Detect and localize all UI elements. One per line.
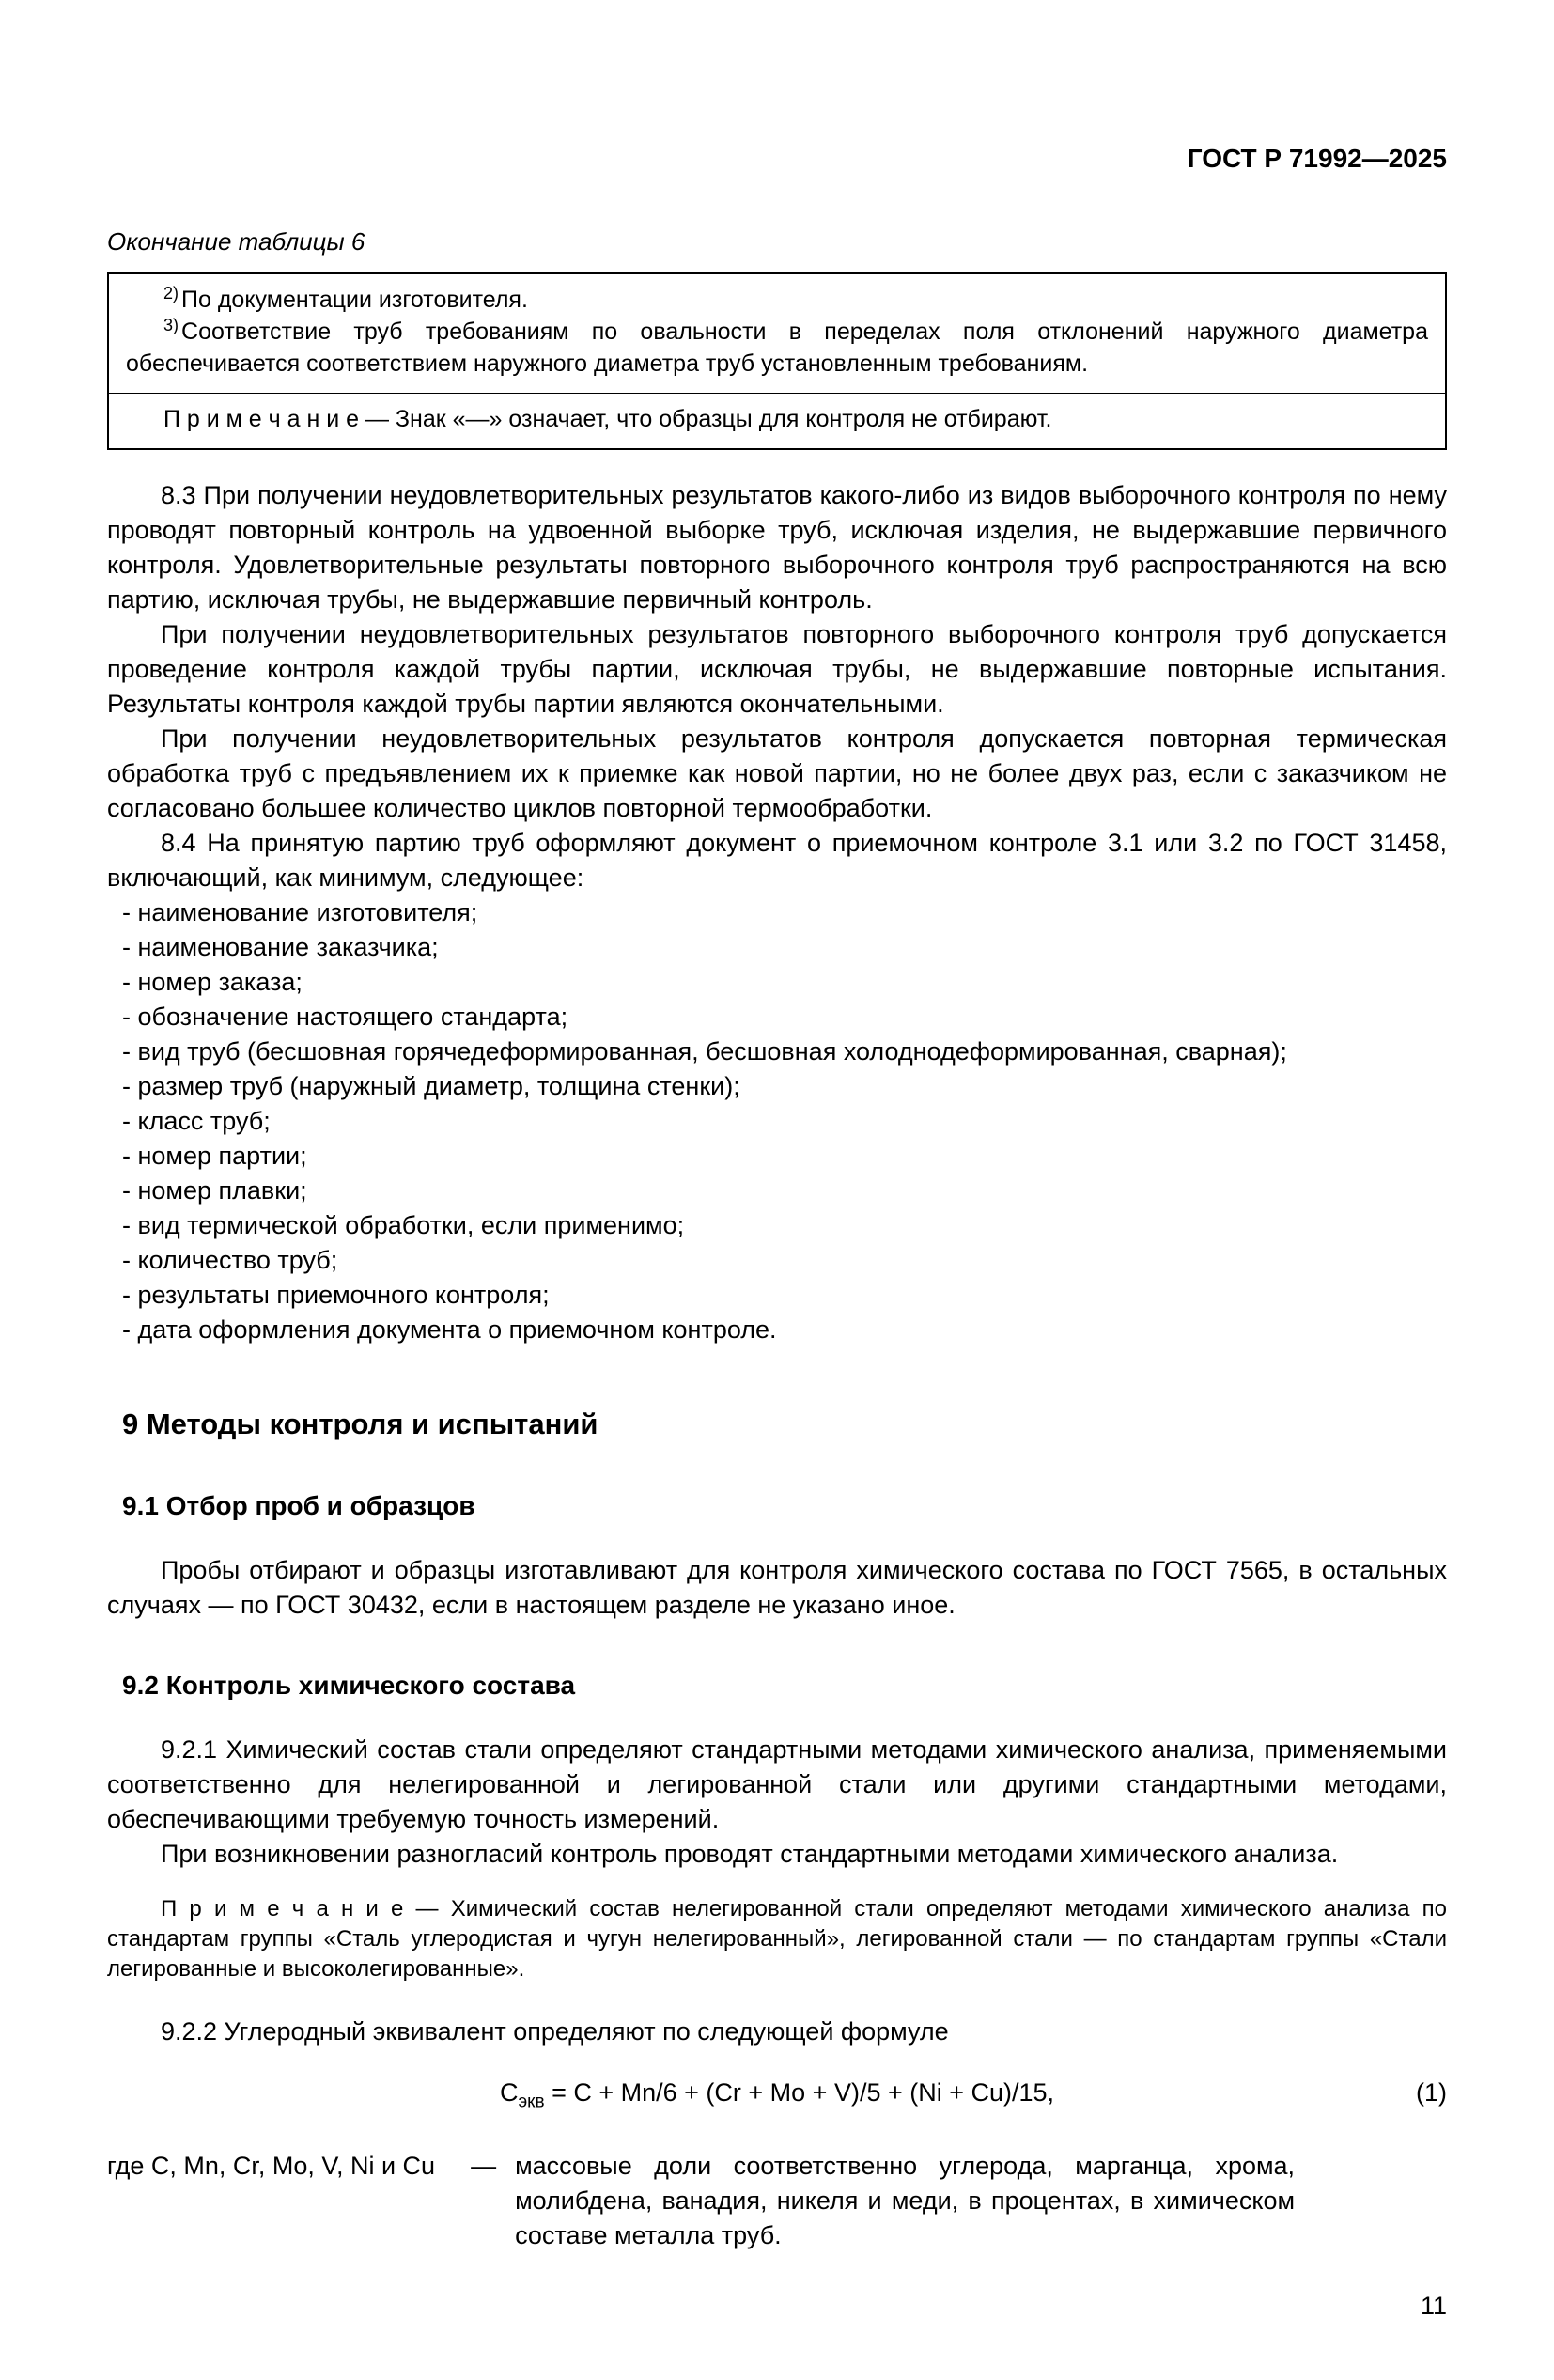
- list-item: - класс труб;: [122, 1107, 271, 1135]
- list-item: - вид термической обработки, если применимо;: [122, 1211, 685, 1239]
- footnote-3: [126, 316, 1428, 380]
- list-item: - дата оформления документа о приемочном контроле.: [122, 1315, 777, 1344]
- paragraph-9-2-1: 9.2.1 Химический состав стали определяют стандартными методами химического анализа, применяемыми соответственно для нелегированной и легированной стали или другими стандартными методами, обеспечивающими требуемую точность измерений.: [107, 1735, 1447, 1833]
- table-footnotes: [109, 274, 1445, 393]
- paragraph-8-3-2: При получении неудовлетворительных результатов повторного выборочного контроля труб допускается проведение контроля каждой трубы партии, исключая трубы, не выдержавшие повторные испытания. Результаты контроля каждой трубы партии являются окончательными.: [107, 620, 1447, 718]
- formula-legend-symbols: где C, Mn, Cr, Mo, V, Ni и Cu: [107, 2152, 436, 2181]
- list-item: - номер плавки;: [122, 1176, 307, 1205]
- list-item: - вид труб (бесшовная горячедеформированная, бесшовная холоднодеформированная, сварная);: [122, 1037, 1287, 1066]
- paragraph-9-2-1b: При возникновении разногласий контроль проводят стандартными методами химического анализа.: [161, 1840, 1339, 1868]
- section-9-heading: 9 Методы контроля и испытаний: [122, 1408, 598, 1440]
- list-item: - номер заказа;: [122, 968, 303, 996]
- list-item: - наименование изготовителя;: [122, 898, 478, 926]
- formula-legend-description: массовые доли соответственно углерода, марганца, хрома, молибдена, ванадия, никеля и меди, в процентах, в химическом составе металла труб.: [515, 2152, 1296, 2250]
- formula-1: [107, 2076, 1447, 2119]
- note-9-2: П р и м е ч а н и е — Химический состав нелегированной стали определяют методами химического анализа по стандартам группы «Сталь углеродистая и чугун нелегированный», легированной стали — по стандартам группы «Стали легированные и высоколегированные».: [107, 1896, 1447, 1982]
- paragraph-9-2-2: 9.2.2 Углеродный эквивалент определяют по следующей формуле: [161, 2017, 949, 2046]
- section-9-2-heading: 9.2 Контроль химического состава: [122, 1671, 576, 1700]
- footnote-2-text: По документации изготовителя.: [181, 287, 528, 313]
- table-continuation-caption: Окончание таблицы 6: [107, 227, 365, 256]
- footnote-3-marker: 3): [163, 315, 179, 334]
- formula-base: С: [499, 2078, 519, 2107]
- formula-subscript: экв: [518, 2092, 545, 2112]
- paragraph-8-3-1: 8.3 При получении неудовлетворительных результатов какого-либо из видов выборочного контроля по нему проводят повторный контроль на удвоенной выборке труб, исключая изделия, не выдержавшие первичного контроля. Удовлетворительные результаты повторного выборочного контроля труб распространяются на всю партию, исключая трубы, не выдержавшие первичный контроль.: [107, 481, 1447, 614]
- list-item: - размер труб (наружный диаметр, толщина стенки);: [122, 1072, 740, 1100]
- list-item: - обозначение настоящего стандарта;: [122, 1003, 568, 1031]
- doc-number: ГОСТ Р 71992—2025: [1187, 144, 1447, 173]
- page-number: 11: [1420, 2292, 1447, 2321]
- footnote-2-marker: 2): [163, 283, 179, 303]
- formula-rest: = C + Mn/6 + (Cr + Mo + V)/5 + (Ni + Cu)/15,: [544, 2078, 1055, 2107]
- list-item: - количество труб;: [122, 1246, 338, 1274]
- section-9-1-heading: 9.1 Отбор проб и образцов: [122, 1491, 475, 1520]
- list-item: - номер партии;: [122, 1142, 307, 1170]
- paragraph-8-4: 8.4 На принятую партию труб оформляют документ о приемочном контроле 3.1 или 3.2 по ГОСТ 31458, включающий, как минимум, следующее:: [107, 829, 1447, 892]
- formula-legend-dash: —: [471, 2152, 497, 2181]
- list-item: - результаты приемочного контроля;: [122, 1281, 550, 1309]
- formula-legend: [107, 2149, 1447, 2253]
- paragraph-8-3-3: При получении неудовлетворительных результатов контроля допускается повторная термическая обработка труб с предъявлением их к приемке как новой партии, но не более двух раз, если с заказчиком не согласовано большее количество циклов повторной термообработки.: [107, 724, 1447, 822]
- paragraph-9-1: Пробы отбирают и образцы изготавливают для контроля химического состава по ГОСТ 7565, в остальных случаях — по ГОСТ 30432, если в настоящем разделе не указано иное.: [107, 1556, 1447, 1619]
- table-note: П р и м е ч а н и е — Знак «—» означает, что образцы для контроля не отбирают.: [109, 393, 1445, 448]
- table-footnotes-box: [107, 272, 1447, 450]
- list-item: - наименование заказчика;: [122, 933, 439, 961]
- formula-number: (1): [1416, 2078, 1447, 2107]
- formula-expression: [499, 2078, 1055, 2112]
- footnote-3-text: Соответствие труб требованиям по овальности в переделах поля отклонений наружного диаметра обеспечивается соответствием наружного диаметра труб установленным требованиям.: [126, 319, 1428, 377]
- footnote-2: [126, 284, 1428, 316]
